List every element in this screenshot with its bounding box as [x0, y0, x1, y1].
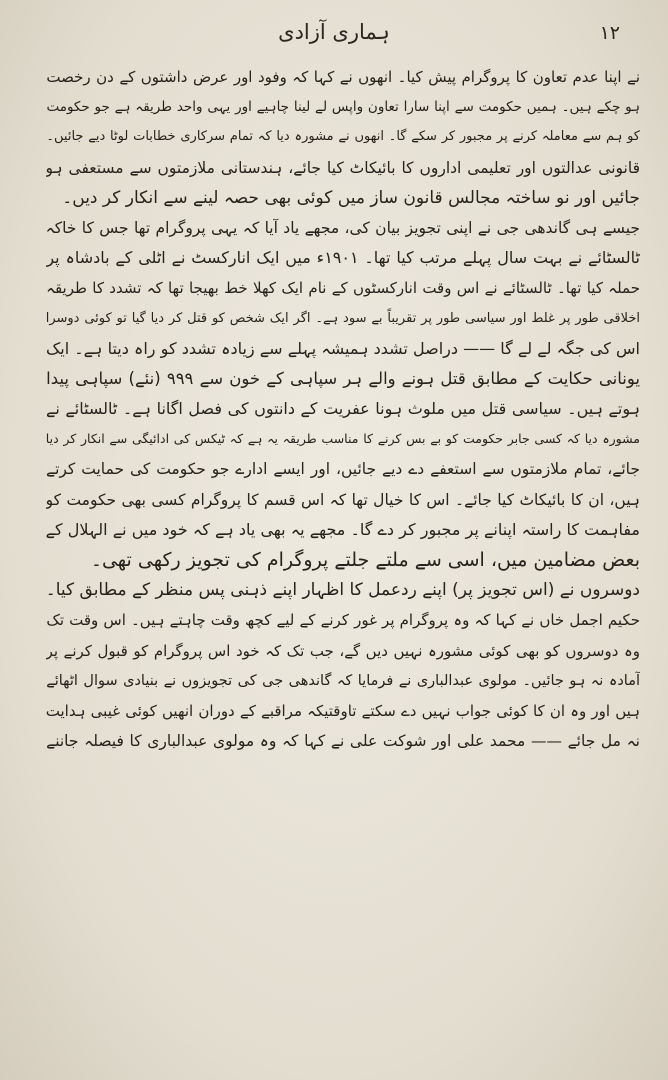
text-line: آمادہ نہ ہو جائیں۔ مولوی عبدالباری نے فرمایا کہ گاندھی جی کی تجویزوں نے بنیادی سوال اٹھائے	[46, 672, 640, 689]
text-line: یونانی حکایت کے مطابق قتل ہونے والے ہر سپاہی کے خون سے ۹۹۹ (نئے) سپاہی پیدا	[46, 368, 640, 388]
text-line: جیسے ہی گاندھی جی نے اپنی تجویز بیان کی، مجھے یاد آیا کہ یہی پروگرام تھا جس کا خاکہ	[46, 218, 640, 237]
text-line: اس کی جگہ لے لے گا —— دراصل تشدد ہمیشہ پہلے سے زیادہ تشدد کو راہ دیتا ہے۔ ایک	[46, 338, 640, 358]
text-line: ہیں اور وہ ان کا کوئی جواب نہیں دے سکتے تاوقتیکہ مراقبے کے دوران انھیں کوئی غیبی ہدایت	[46, 701, 640, 720]
running-title: ہماری آزادی	[278, 20, 390, 44]
page-number: ۱۲	[599, 22, 620, 44]
text-line: نہ مل جائے —— محمد علی اور شوکت علی نے کہا کہ وہ مولوی عبدالباری کا فیصلہ جاننے	[46, 732, 640, 751]
text-line: ہیں، ان کا بائیکاٹ کیا جائے۔ اس کا خیال تھا کہ اس قسم کا پروگرام کسی بھی حکومت کو	[46, 490, 640, 509]
paragraph-3	[46, 575, 640, 756]
text-line: وہ دوسروں کو بھی کوئی مشورہ نہیں دیں گے، جب تک کہ خود اس پروگرام کو قبول کرنے پر	[46, 641, 640, 660]
text-line: ٹالسٹائے نے بہت سال پہلے مرتب کیا تھا۔ ۱۹۰۱ء میں ایک انارکسٹ نے اٹلی کے بادشاہ پر	[46, 248, 640, 268]
text-line: اخلاقی طور پر غلط اور سیاسی طور پر تقریباً بے سود ہے۔ اگر ایک شخص کو قتل کر دیا گیا تو کوئی دوسرا	[46, 310, 640, 326]
paragraph-1	[46, 62, 640, 213]
body-text	[46, 62, 640, 756]
text-line: ہو چکے ہیں۔ ہمیں حکومت سے اپنا سارا تعاون واپس لے لینا چاہیے اور یہی واحد طریقہ ہے جو حکومت	[46, 99, 640, 116]
text-line: بعض مضامین میں، اسی سے ملتے جلتے پروگرام کی تجویز رکھی تھی۔	[90, 549, 640, 571]
text-line: دوسروں نے (اس تجویز پر) اپنے ردعمل کا اظہار اپنے ذہنی پس منظر کے مطابق کیا۔	[46, 580, 640, 601]
text-line: ہوتے ہیں۔ سیاسی قتل میں ملوث ہونا عفریت کے دانتوں کی فصل اگانا ہے۔ ٹالسٹائے نے	[46, 399, 640, 419]
paragraph-2	[46, 213, 640, 575]
text-line: نے اپنا عدم تعاون کا پروگرام پیش کیا۔ انھوں نے کہا کہ وفود اور عرض داشتوں کے دن رخصت	[46, 68, 640, 86]
text-line: حملہ کیا تھا۔ ٹالسٹائے نے اس وقت انارکسٹوں کے نام ایک کھلا خط بھیجا تھا کہ تشدد کا طریقہ	[46, 279, 640, 298]
text-line: جائیں اور نو ساختہ مجالس قانون ساز میں کوئی بھی حصہ لینے سے انکار کر دیں۔	[62, 187, 640, 208]
text-line: قانونی عدالتوں اور تعلیمی اداروں کا بائیکاٹ کیا جائے، ہندستانی ملازمتوں سے مستعفی ہو	[46, 158, 640, 177]
page-header	[40, 14, 628, 54]
text-line: حکیم اجمل خاں نے کہا کہ وہ پروگرام پر غور کرنے کے لیے کچھ وقت چاہتے ہیں۔ اس وقت تک	[46, 611, 640, 630]
text-line: مشورہ دیا کہ کسی جابر حکومت کو بے بس کرنے کا مناسب طریقہ یہ ہے کہ ٹیکس کی ادائیگی سے انکار کر دیا	[46, 431, 640, 447]
text-line: کو ہم سے معاملہ کرنے پر مجبور کر سکے گا۔ انھوں نے مشورہ دیا کہ تمام سرکاری خطابات لوٹا دیے جائیں۔	[46, 129, 640, 145]
text-line: مفاہمت کا راستہ اپنانے پر مجبور کر دے گا۔ مجھے یہ بھی یاد ہے کہ خود میں نے الہلال کے	[46, 519, 640, 539]
text-line: جائے، تمام ملازمتوں سے استعفے دے دیے جائیں، اور ایسے ادارے جو حکومت کی حمایت کرتے	[46, 460, 640, 479]
